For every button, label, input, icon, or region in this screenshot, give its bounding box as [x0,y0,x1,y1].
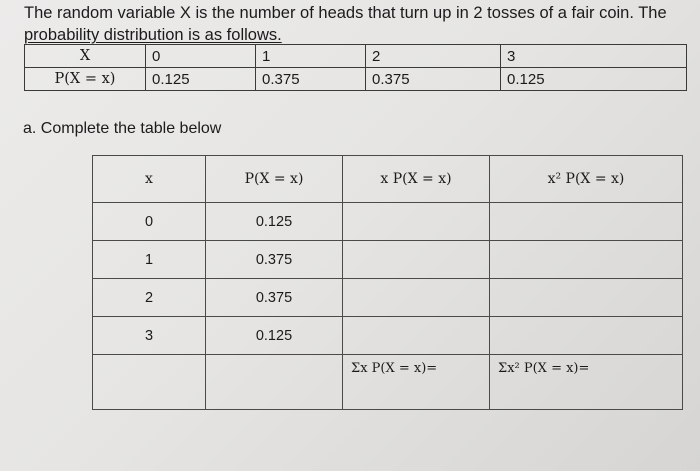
p-value-1: 0.375 [256,68,366,91]
x-value-2: 2 [366,45,501,68]
col-header-x: x [93,156,206,203]
sum-x2p-cell[interactable] [490,355,683,410]
table-row [93,279,683,317]
p-value-0: 0.125 [146,68,256,91]
part-a-heading: a. Complete the table below [23,120,222,137]
col-header-p: P(X = x) [206,156,343,203]
col-header-xp: x P(X = x) [343,156,490,203]
cell-xp-blank[interactable] [343,203,490,241]
cell-xp-blank[interactable] [343,279,490,317]
table-row [93,203,683,241]
statement-line-2: probability distribution is as follows. [24,26,282,44]
header-p: P(X = x) [25,68,146,91]
statement-line-1: The random variable X is the number of heads that turn up in 2 tosses of a fair coin. The [24,4,667,22]
header-x: X [25,45,146,68]
cell-x2p-blank[interactable] [490,279,683,317]
sum-xp-label: Σx P(X = x)= [351,361,438,376]
cell-p: 0.125 [206,317,343,355]
distribution-row-p [25,68,687,91]
x-value-1: 1 [256,45,366,68]
distribution-table [24,44,687,91]
sum-row [93,355,683,410]
work-header-row [93,156,683,203]
sum-blank-p [206,355,343,410]
cell-x2p-blank[interactable] [490,203,683,241]
sum-blank-x [93,355,206,410]
cell-x: 0 [93,203,206,241]
cell-xp-blank[interactable] [343,241,490,279]
x-value-3: 3 [501,45,687,68]
sum-xp-cell[interactable] [343,355,490,410]
cell-p: 0.125 [206,203,343,241]
cell-p: 0.375 [206,241,343,279]
cell-x2p-blank[interactable] [490,317,683,355]
distribution-row-x [25,45,687,68]
p-value-2: 0.375 [366,68,501,91]
cell-x2p-blank[interactable] [490,241,683,279]
cell-x: 2 [93,279,206,317]
table-row [93,241,683,279]
cell-x: 3 [93,317,206,355]
problem-statement [24,2,692,46]
work-table [92,155,683,410]
col-header-x2p: x² P(X = x) [490,156,683,203]
p-value-3: 0.125 [501,68,687,91]
x-value-0: 0 [146,45,256,68]
cell-p: 0.375 [206,279,343,317]
sum-x2p-label: Σx² P(X = x)= [498,361,590,376]
cell-xp-blank[interactable] [343,317,490,355]
cell-x: 1 [93,241,206,279]
table-row [93,317,683,355]
